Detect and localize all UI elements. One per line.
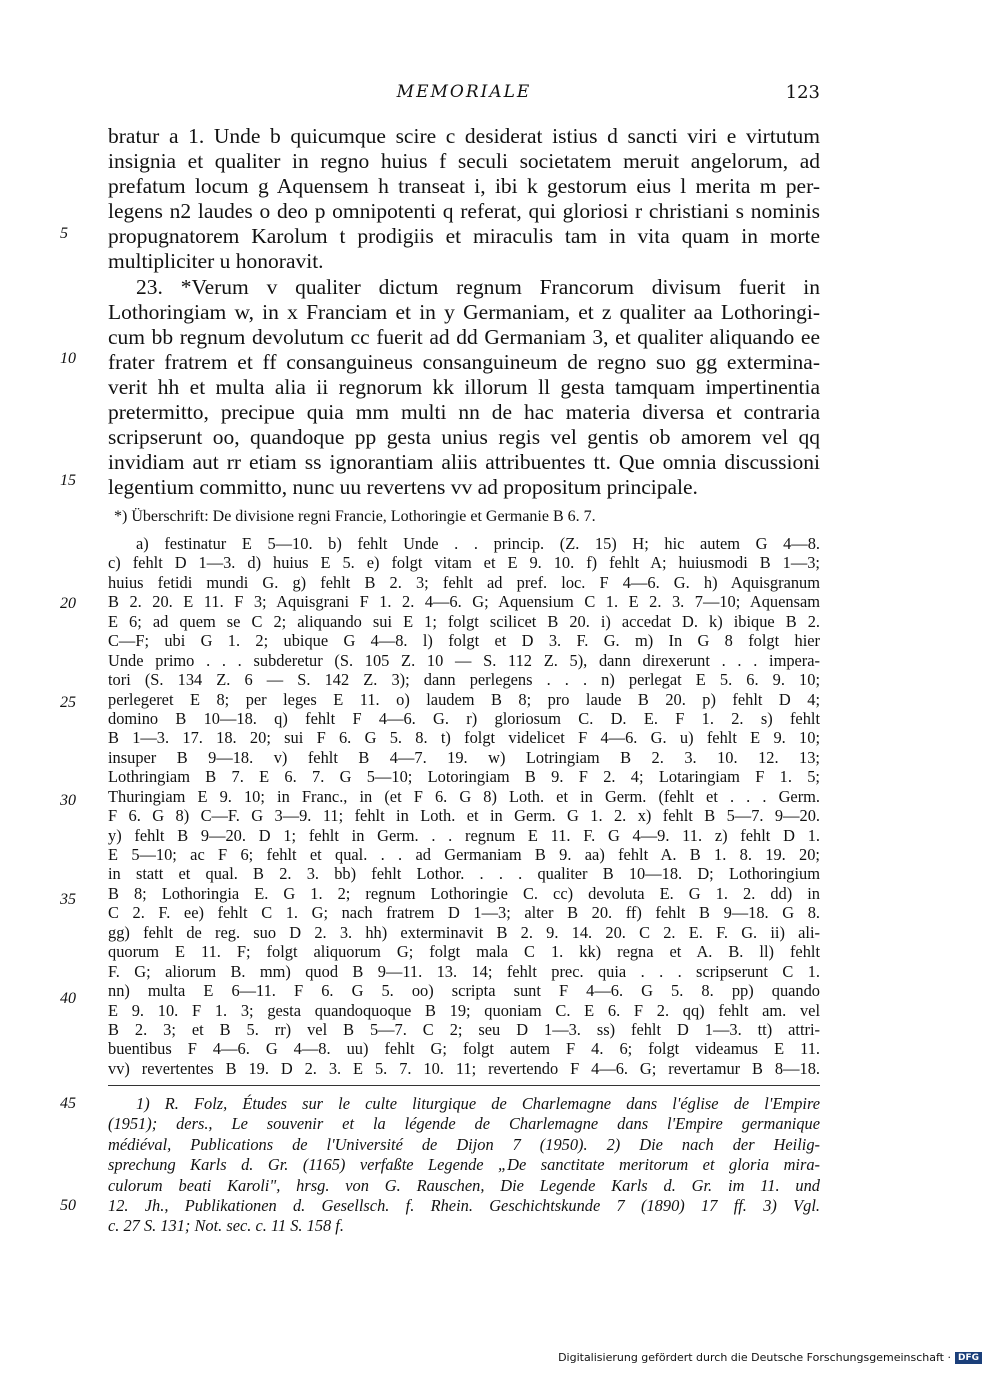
heading-note <box>108 506 820 528</box>
footnote-line: 1) R. Folz, Études sur le culte liturgique de Charlemagne dans l'église de l'Empire <box>136 1094 820 1113</box>
line-number: 35 <box>60 891 76 908</box>
apparatus-line: nn) multa E 6—11. F 6. G 5. oo) scripta sunt F 4—6. G 5. 8. pp) quando <box>108 981 820 1001</box>
apparatus-line: Thuringiam E 9. 10; in Franc., in (et F 6. G 8) Loth. et in Germ. (fehlt et . . . Germ. <box>108 786 820 806</box>
text-line: bratur a 1. Unde b quicumque scire c desiderat istius d sancti viri e virtutum <box>108 124 820 148</box>
text-line: invidiam aut rr etiam ss ignorantiam aliis attribuentes tt. Que omnia discussioni <box>108 450 820 475</box>
apparatus-line: insuper B 9—18. v) fehlt B 4—7. 19. w) Lotringiam B 2. 3. 10. 12. 13; <box>108 747 820 767</box>
apparatus-line: F 6. G 8) C—F. G 3—9. 11; fehlt in Loth. et in Germ. G 1. 2. x) fehlt B 5—7. 9—20. <box>108 806 820 826</box>
text-line: legentium committo, nunc uu revertens vv ad propositum principale. <box>108 475 698 500</box>
apparatus-line: vv) revertentes B 19. D 2. 3. E 5. 7. 10. 11; revertendo F 4—6. G; revertamur B 8—18. <box>108 1058 820 1078</box>
apparatus-line: tori (S. 134 Z. 6 — S. 142 Z. 3); dann perlegens . . . n) perlegat E 5. 6. 9. 10; <box>108 670 820 690</box>
apparatus-line: Unde primo . . . subderetur (S. 105 Z. 10 — S. 112 Z. 5), dann direxerunt . . . impera- <box>108 650 820 670</box>
credit-text: Digitalisierung gefördert durch die Deutsche Forschungsgemeinschaft · <box>558 1351 951 1364</box>
apparatus-line: B 2. 3; et B 5. rr) vel B 5—7. C 2; seu D 1—3. ss) fehlt D 1—3. tt) attri- <box>108 1019 820 1039</box>
main-text <box>108 124 820 500</box>
apparatus-line: domino B 10—18. q) fehlt F 4—6. G. r) gloriosum C. D. E. F 1. 2. s) fehlt <box>108 708 820 728</box>
critical-apparatus <box>108 534 820 1078</box>
footnote-line: c. 27 S. 131; Not. sec. c. 11 S. 158 f. <box>108 1216 344 1236</box>
text-line: legens n2 laudes o deo p omnipotenti q referat, qui gloriosi r christiani s nominis <box>108 199 820 224</box>
text-line: prefatum locum g Aquensem h transeat i, ibi k gestorum eius l merita m per- <box>108 174 820 199</box>
apparatus-line: F. G; aliorum B. mm) quod B 9—11. 13. 14; fehlt prec. quia . . . scripserunt C 1. <box>108 961 820 981</box>
footnote-line: médiéval, Publications de l'Université de Dijon 7 (1950). 2) Die nach der Heilig- <box>108 1134 820 1154</box>
apparatus-line: E 9. 10. F 1. 3; gesta quandoquoque B 19; quoniam C. E 6. F 2. qq) fehlt am. vel <box>108 1000 820 1020</box>
line-number: 40 <box>60 990 76 1007</box>
line-number: 20 <box>60 595 76 612</box>
text-line: verit hh et multa alia ii regnorum kk illorum ll gesta tamquam impertinentia <box>108 374 820 399</box>
apparatus-line: C—F; ubi G 1. 2; ubique G 4—8. l) folgt et D 3. F. G. m) In G 8 folgt hier <box>108 631 820 651</box>
text-line: Lothoringiam w, in x Franciam et in y Germaniam, et z qualiter aa Lothoringi- <box>108 299 820 324</box>
line-number: 50 <box>60 1197 76 1214</box>
footnote-line: sprechung Karls d. Gr. (1165) verfaßte Legende „De sanctitate meritorum et gloria mira- <box>108 1155 820 1175</box>
footnote-line: (1951); ders., Le souvenir et la légende de Charlemagne dans l'Empire germanique <box>108 1114 820 1134</box>
dfg-logo-icon: DFG <box>955 1352 982 1364</box>
apparatus-line: quorum E 11. F; folgt aliquorum G; folgt mala C 1. kk) regna et A. B. ll) fehlt <box>108 942 820 962</box>
text-line: cum bb regnum devolutum cc fuerit ad dd Germaniam 3, et qualiter aliquando ee <box>108 324 820 349</box>
digitization-credit <box>558 1351 982 1364</box>
line-number: 5 <box>60 225 68 242</box>
running-header <box>108 82 820 106</box>
text-line: insignia et qualiter in regno huius f seculi societatem meruit angelorum, ad <box>108 149 820 174</box>
apparatus-line: in statt et qual. B 2. 3. bb) fehlt Lothor. . . . qualiter B 10—18. D; Lothoringium <box>108 864 820 884</box>
apparatus-line: Lothringiam B 7. E 6. 7. G 5—10; Lotoringiam B 9. F 2. 4; Lotaringiam F 1. 5; <box>108 767 820 787</box>
line-number: 15 <box>60 472 76 489</box>
footnote-divider <box>108 1085 820 1086</box>
apparatus-line: C 2. F. ee) fehlt C 1. G; nach fratrem D 1—3; alter B 20. ff) fehlt B 9—18. G 8. <box>108 903 820 923</box>
line-number: 10 <box>60 350 76 367</box>
text-line: frater fratrem et ff consanguineus consanguineum de regno suo gg extermina- <box>108 349 820 374</box>
apparatus-line: gg) fehlt de reg. suo D 2. 3. hh) exterminavit B 2. 9. 14. 20. C 2. E. F. G. ii) ali- <box>108 922 820 942</box>
text-line: multipliciter u honoravit. <box>108 249 324 274</box>
apparatus-line: a) festinatur E 5—10. b) fehlt Unde . . princip. (Z. 15) H; hic autem G 4—8. <box>136 534 820 553</box>
footnotes <box>108 1094 820 1237</box>
text-line: pretermitto, precipue quia mm multi nn de hac materia diversa et contraria <box>108 400 820 425</box>
apparatus-line: B 8; Lothoringia E. G 1. 2; regnum Lothoringie C. cc) devoluta E. G 1. 2. dd) in <box>108 883 820 903</box>
apparatus-line: E 5—10; ac F 6; fehlt et qual. . . ad Germaniam B 9. aa) fehlt A. B 1. 8. 19. 20; <box>108 845 820 864</box>
line-number: 30 <box>60 792 76 809</box>
footnote-line: culorum beati Karoli", hrsg. von G. Rauschen, Die Legende Karls d. Gr. im 11. und <box>108 1175 820 1195</box>
line-number: 25 <box>60 694 76 711</box>
footnote-line: 12. Jh., Publikationen d. Gesellsch. f. Rhein. Geschichtskunde 7 (1890) 17 ff. 3) Vgl. <box>108 1195 820 1215</box>
line-number: 45 <box>60 1095 76 1112</box>
text-line: 23. *Verum v qualiter dictum regnum Francorum divisum fuerit in <box>136 274 820 299</box>
running-title: MEMORIALE <box>396 82 532 102</box>
apparatus-line: E 6; ad quem se C 2; aliquando sui E 1; folgt scilicet B 20. i) accedat D. k) ibique B 2. <box>108 611 820 631</box>
apparatus-line: c) fehlt D 1—3. d) huius E 5. e) folgt vitam et E 9. 10. f) fehlt A; huiusmodi B 1—3; <box>108 553 820 573</box>
text-line: propugnatorem Karolum t prodigiis et miraculis tam in vita quam in morte <box>108 224 820 249</box>
page-number: 123 <box>785 82 820 103</box>
apparatus-line: B 1—3. 17. 18. 20; sui F 6. G 5. 8. t) folgt videlicet F 4—6. G. u) fehlt E 9. 10; <box>108 728 820 748</box>
apparatus-line: buentibus F 4—6. G 4—8. uu) fehlt G; folgt autem F 4. 6; folgt videamus E 11. <box>108 1039 820 1059</box>
text-line: scripserunt oo, quandoque pp gesta unius regis vel gentis ob amorem vel qq <box>108 425 820 450</box>
apparatus-line: huius fetidi mundi G. g) fehlt B 2. 3; fehlt ad pref. loc. F 4—6. G. h) Aquisgranum <box>108 572 820 592</box>
apparatus-line: y) fehlt B 9—20. D 1; fehlt in Germ. . . regnum E 11. F. G 4—9. 11. z) fehlt D 1. <box>108 825 820 845</box>
apparatus-line: perlegeret E 8; per leges E 11. o) laudem B 8; pro laude B 20. p) fehlt D 4; <box>108 689 820 709</box>
apparatus-line: B 2. 20. E 11. F 3; Aquisgrani F 1. 2. 4—6. G; Aquensium C 1. E 2. 3. 7—10; Aquensam <box>108 592 820 612</box>
asterisk-note: *) Überschrift: De divisione regni Francie, Lothoringie et Germanie B 6. 7. <box>114 508 596 525</box>
